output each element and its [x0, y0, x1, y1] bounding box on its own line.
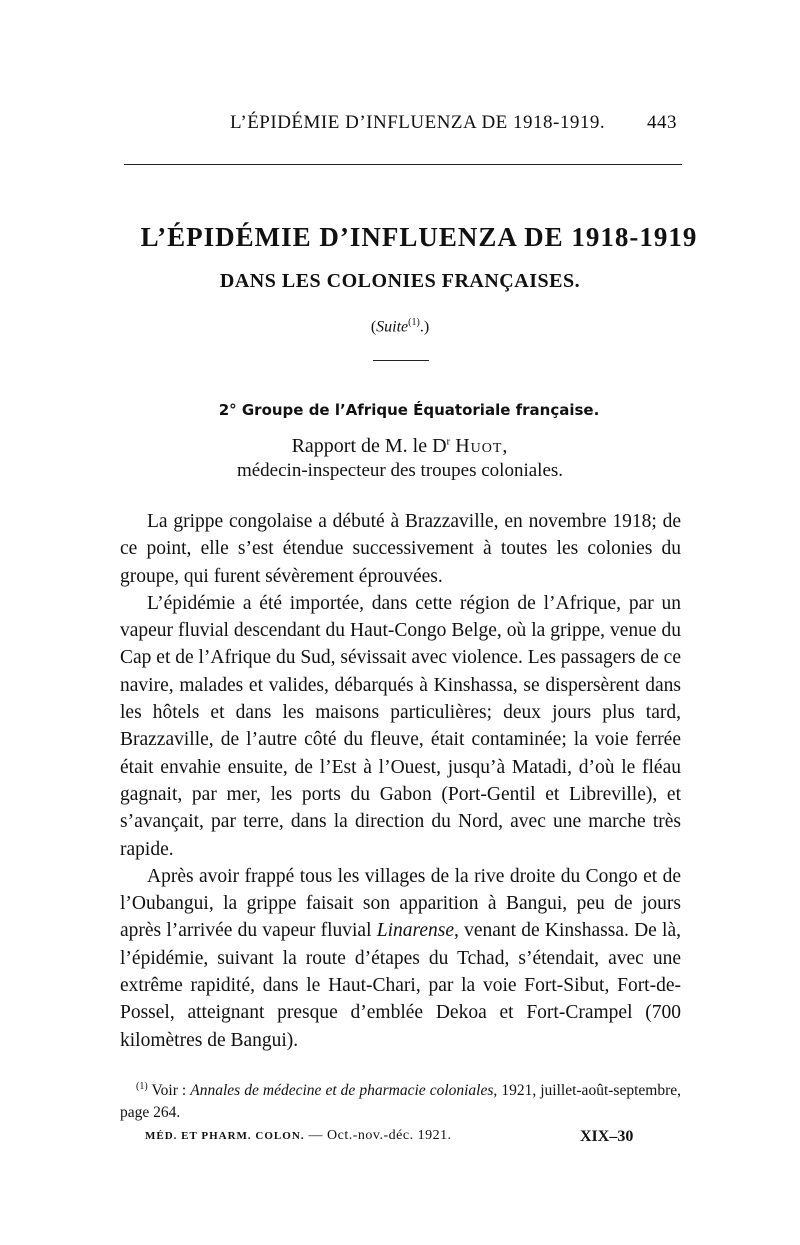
footnote [120, 1076, 681, 1124]
running-head-title: L’ÉPIDÉMIE D’INFLUENZA DE 1918-1919. [230, 112, 606, 133]
header-rule [124, 164, 682, 165]
report-author-title: médecin-inspecteur des troupes coloniales. [236, 460, 564, 481]
section-heading: 2° Groupe de l’Afrique Équatoriale française. [218, 401, 600, 419]
suite-close: .) [419, 318, 430, 336]
suite-open: ( [370, 318, 377, 336]
signature-journal: MÉD. ET PHARM. COLON. [145, 1130, 305, 1142]
paragraph-2: L’épidémie a été importée, dans cette région de l’Afrique, par un vapeur fluvial descendant du Haut-Congo Belge, où la grippe, venue du Cap et de l’Afrique du Sud, sévissait avec violence. Les passagers de ce navire, malades et valides, débarqués à Kinshassa, se dispersèrent dans les hôtels et dans les maisons particulières; deux jours plus tard, Brazzaville, de l’autre côté du fleuve, était contaminée; la voie ferrée était envahie ensuite, de l’Est à l’Ouest, jusqu’à Matadi, d’où le fléau gagnait, par mer, les ports du Gabon (Port-Gentil et Libreville), et s’avançait, par terre, dans la direction du Nord, avec une marche très rapide. [120, 592, 681, 860]
paragraph-1: La grippe congolaise a débuté à Brazzaville, en novembre 1918; de ce point, elle s’est étendue successivement à toutes les colonies du groupe, qui furent sévèrement éprouvées. [120, 511, 681, 587]
signature-sheet: XIX–30 [580, 1128, 634, 1145]
report-sup: r [446, 435, 451, 448]
paragraph-3-start: Après avoir frappé tous les villages de la rive droite du Congo et de l’Oubangui, la grippe faisait son apparition à Bangui, peu de jours après l’arrivée du vapeur fluvial [120, 865, 681, 942]
report-author-line [0, 435, 800, 458]
article-subtitle: DANS LES COLONIES FRANÇAISES. [219, 270, 581, 292]
footnote-mark: (1) [136, 1081, 148, 1092]
body-text [120, 508, 681, 1054]
footnote-journal: Annales de médecine et de pharmacie coloniales [190, 1082, 494, 1100]
paragraph-3-end: , venant de Kinshassa. De là, l’épidémie, suivant la route d’étapes du Tchad, s’étendait, avec une extrême rapidité, dans le Haut-Chari, par la voie Fort-Sibut, Fort-de-Possel, atteignant presque d’emblée Dekoa et Fort-Crampel (700 kilomètres de Bangui). [120, 920, 681, 1051]
signature-date: — Oct.-nov.-déc. 1921. [308, 1128, 452, 1143]
footnote-start: Voir : [151, 1082, 191, 1100]
suite-note [0, 317, 800, 336]
suite-footnote-mark: (1) [408, 317, 420, 328]
title-rule [373, 360, 429, 361]
report-name: Huot, [455, 435, 509, 457]
article-title: L’ÉPIDÉMIE D’INFLUENZA DE 1918-1919 [140, 222, 698, 252]
paragraph-3 [120, 863, 681, 1054]
ship-name: Linarense [376, 920, 454, 942]
page-number: 443 [647, 112, 677, 133]
report-prefix: Rapport de M. le D [291, 435, 447, 457]
signature-left [145, 1128, 452, 1144]
footnote-end: , 1921, juillet-août-septembre, page 264. [120, 1082, 681, 1122]
suite-word: Suite [376, 318, 409, 336]
